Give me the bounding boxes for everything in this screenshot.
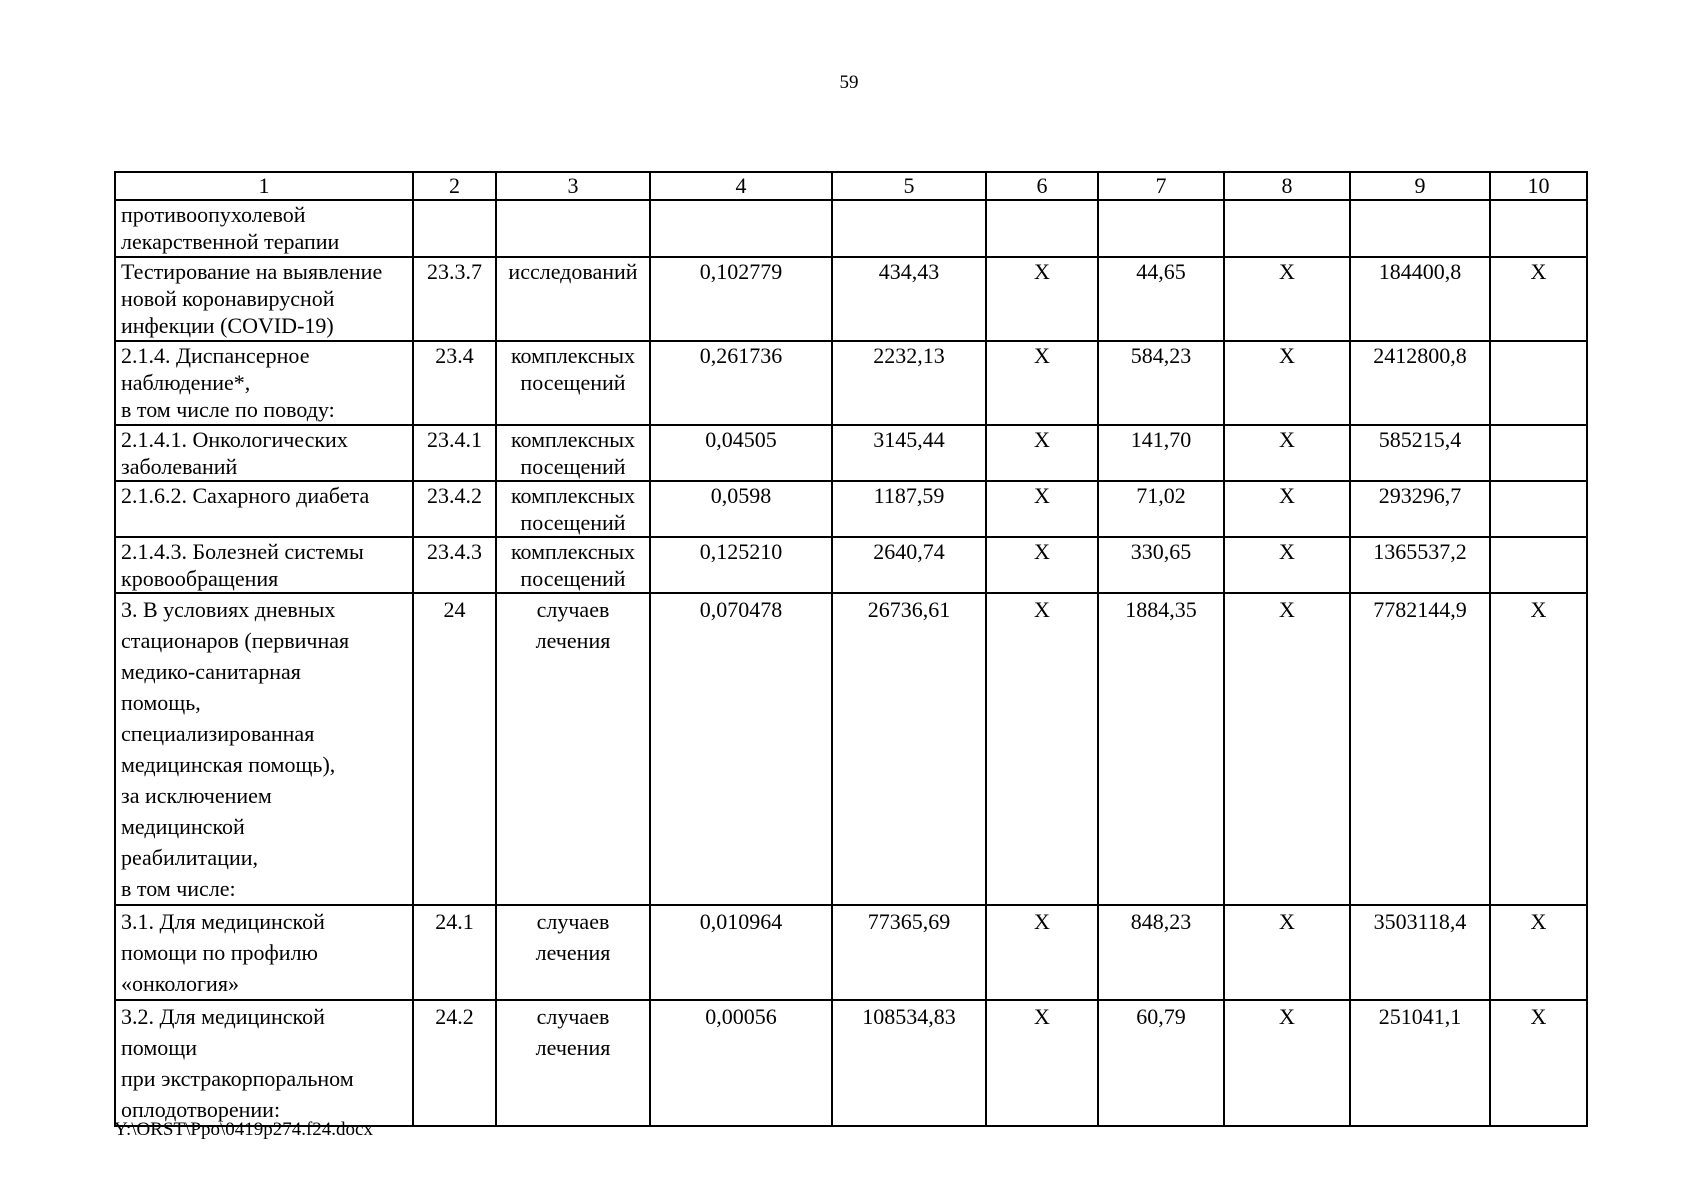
table-row — [115, 593, 1587, 905]
row-name-cell-line: в том числе: — [121, 876, 236, 901]
row-code-cell: 23.4.2 — [413, 481, 496, 537]
row-name-cell — [115, 257, 413, 341]
column-header: 5 — [832, 172, 986, 200]
row-name-cell — [115, 593, 413, 905]
page-number: 59 — [839, 72, 859, 93]
row-name-cell-line: помощи по профилю — [121, 940, 318, 965]
row-name-cell-line: инфекции (COVID-19) — [121, 313, 334, 338]
row-col9-cell: 1365537,2 — [1350, 537, 1490, 593]
column-header: 3 — [496, 172, 650, 200]
row-name-cell-line: 2.1.4. Диспансерное — [121, 343, 310, 368]
row-name-cell-line: медико-санитарная — [121, 659, 301, 684]
row-name-cell-line: кровообращения — [121, 566, 279, 591]
row-unit-cell-line: лечения — [535, 1035, 611, 1060]
row-unit-cell-line: комплексных — [510, 427, 636, 452]
row-col6-cell: Х — [986, 537, 1098, 593]
row-col9-cell: 184400,8 — [1350, 257, 1490, 341]
row-name-cell-line: новой коронавирусной — [121, 286, 335, 311]
table-row — [115, 537, 1587, 593]
table-row — [115, 341, 1587, 425]
row-col6-cell: Х — [986, 1000, 1098, 1126]
row-name-cell — [115, 481, 413, 537]
row-unit-cell — [496, 341, 650, 425]
row-name-cell-line: лекарственной терапии — [121, 229, 340, 254]
row-unit-cell-line: случаев — [536, 909, 610, 934]
row-unit-cell — [496, 593, 650, 905]
row-code-cell: 24.2 — [413, 1000, 496, 1126]
row-col6-cell: Х — [986, 593, 1098, 905]
row-name-cell-line: наблюдение*, — [121, 370, 251, 395]
row-unit-cell-line: комплексных — [510, 539, 636, 564]
table-row — [115, 425, 1587, 481]
row-col10-cell: Х — [1490, 257, 1587, 341]
row-col4-cell: 0,04505 — [650, 425, 832, 481]
row-col10-cell — [1490, 425, 1587, 481]
row-col7-cell: 71,02 — [1098, 481, 1224, 537]
row-col7-cell: 44,65 — [1098, 257, 1224, 341]
row-col8-cell: Х — [1224, 481, 1350, 537]
row-unit-cell — [496, 257, 650, 341]
row-name-cell-line: 3.2. Для медицинской — [121, 1004, 325, 1029]
row-col5-cell: 108534,83 — [832, 1000, 986, 1126]
row-col5-cell: 1187,59 — [832, 481, 986, 537]
row-name-cell-line: 2.1.6.2. Сахарного диабета — [121, 483, 370, 508]
row-col4-cell: 0,0598 — [650, 481, 832, 537]
row-unit-cell — [496, 905, 650, 1000]
row-name-cell-line: оплодотворении: — [121, 1097, 281, 1122]
row-name-cell-line: стационаров (первичная — [121, 628, 350, 653]
row-col7-cell: 330,65 — [1098, 537, 1224, 593]
row-name-cell-line: 2.1.4.1. Онкологических — [121, 427, 348, 452]
row-unit-cell — [496, 425, 650, 481]
row-col5-cell: 434,43 — [832, 257, 986, 341]
row-name-cell-line: при экстракорпоральном — [121, 1066, 354, 1091]
table-body — [115, 172, 1587, 1126]
row-col4-cell: 0,070478 — [650, 593, 832, 905]
row-col9-cell: 3503118,4 — [1350, 905, 1490, 1000]
row-col9-cell: 2412800,8 — [1350, 341, 1490, 425]
table-row — [115, 1000, 1587, 1126]
row-col10-cell — [1490, 481, 1587, 537]
row-name-cell-line: реабилитации, — [121, 845, 258, 870]
row-name-cell — [115, 425, 413, 481]
row-name-cell-line: заболеваний — [121, 454, 238, 479]
row-unit-cell-line: лечения — [535, 940, 611, 965]
row-unit-cell-line: комплексных — [510, 343, 636, 368]
row-unit-cell-line: лечения — [535, 628, 611, 653]
column-header: 9 — [1350, 172, 1490, 200]
row-col6-cell: Х — [986, 425, 1098, 481]
row-col6-cell: Х — [986, 481, 1098, 537]
row-col9-cell: 585215,4 — [1350, 425, 1490, 481]
row-name-cell-line: в том числе по поводу: — [121, 397, 335, 422]
row-col5-cell: 2232,13 — [832, 341, 986, 425]
row-col10-cell: Х — [1490, 905, 1587, 1000]
row-col8-cell: Х — [1224, 537, 1350, 593]
row-name-cell — [115, 341, 413, 425]
column-header: 10 — [1490, 172, 1587, 200]
row-name-cell-line: помощь, — [121, 690, 201, 715]
row-col4-cell: 0,102779 — [650, 257, 832, 341]
row-col8-cell: Х — [1224, 341, 1350, 425]
row-name-cell-line: медицинская помощь), — [121, 752, 336, 777]
column-header: 7 — [1098, 172, 1224, 200]
row-unit-cell-line: исследований — [508, 259, 638, 284]
row-col4-cell: 0,00056 — [650, 1000, 832, 1126]
row-code-cell: 24 — [413, 593, 496, 905]
row-col9-cell — [1350, 200, 1490, 257]
row-name-cell — [115, 905, 413, 1000]
row-name-cell-line: противоопухолевой — [121, 202, 306, 227]
row-name-cell-line: за исключением — [121, 783, 272, 808]
table-row — [115, 200, 1587, 257]
column-header: 8 — [1224, 172, 1350, 200]
row-code-cell: 23.4 — [413, 341, 496, 425]
row-code-cell — [413, 200, 496, 257]
row-unit-cell — [496, 537, 650, 593]
column-header: 2 — [413, 172, 496, 200]
row-col5-cell: 26736,61 — [832, 593, 986, 905]
row-name-cell-line: специализированная — [121, 721, 315, 746]
row-col7-cell: 848,23 — [1098, 905, 1224, 1000]
table-row — [115, 905, 1587, 1000]
row-col6-cell: Х — [986, 257, 1098, 341]
row-name-cell-line: медицинской — [121, 814, 245, 839]
row-col8-cell: Х — [1224, 257, 1350, 341]
table-header-row — [115, 172, 1587, 200]
row-col9-cell: 293296,7 — [1350, 481, 1490, 537]
row-col5-cell: 2640,74 — [832, 537, 986, 593]
row-col10-cell — [1490, 200, 1587, 257]
row-code-cell: 23.4.1 — [413, 425, 496, 481]
row-name-cell-line: 2.1.4.3. Болезней системы — [121, 539, 364, 564]
row-col10-cell — [1490, 537, 1587, 593]
row-col4-cell: 0,125210 — [650, 537, 832, 593]
row-name-cell-line: 3.1. Для медицинской — [121, 909, 325, 934]
row-col9-cell: 251041,1 — [1350, 1000, 1490, 1126]
row-col10-cell: Х — [1490, 593, 1587, 905]
row-name-cell-line: 3. В условиях дневных — [121, 597, 336, 622]
row-unit-cell — [496, 481, 650, 537]
row-col7-cell — [1098, 200, 1224, 257]
column-header: 6 — [986, 172, 1098, 200]
row-unit-cell — [496, 1000, 650, 1126]
row-code-cell: 24.1 — [413, 905, 496, 1000]
row-unit-cell-line: посещений — [520, 454, 626, 479]
row-unit-cell-line: посещений — [520, 370, 626, 395]
row-col8-cell: Х — [1224, 1000, 1350, 1126]
row-col8-cell: Х — [1224, 905, 1350, 1000]
row-col5-cell: 77365,69 — [832, 905, 986, 1000]
row-col7-cell: 584,23 — [1098, 341, 1224, 425]
row-code-cell: 23.4.3 — [413, 537, 496, 593]
row-col6-cell — [986, 200, 1098, 257]
table-row — [115, 481, 1587, 537]
row-unit-cell-line: случаев — [536, 1004, 610, 1029]
row-unit-cell — [496, 200, 650, 257]
row-unit-cell-line: комплексных — [510, 483, 636, 508]
row-col8-cell — [1224, 200, 1350, 257]
table-row — [115, 257, 1587, 341]
row-col5-cell: 3145,44 — [832, 425, 986, 481]
row-col7-cell: 1884,35 — [1098, 593, 1224, 905]
row-col10-cell — [1490, 341, 1587, 425]
row-name-cell-line: помощи — [121, 1035, 197, 1060]
row-col5-cell — [832, 200, 986, 257]
row-col6-cell: Х — [986, 341, 1098, 425]
row-code-cell: 23.3.7 — [413, 257, 496, 341]
row-col8-cell: Х — [1224, 593, 1350, 905]
footer-file-path: Y:\ORST\Ppo\0419p274.f24.docx — [114, 1119, 373, 1140]
row-name-cell — [115, 537, 413, 593]
column-header: 4 — [650, 172, 832, 200]
row-col10-cell: Х — [1490, 1000, 1587, 1126]
row-unit-cell-line: посещений — [520, 510, 626, 535]
data-table — [114, 171, 1588, 1127]
row-name-cell-line: Тестирование на выявление — [121, 259, 383, 284]
row-unit-cell-line: случаев — [536, 597, 610, 622]
row-col7-cell: 141,70 — [1098, 425, 1224, 481]
row-col8-cell: Х — [1224, 425, 1350, 481]
row-col7-cell: 60,79 — [1098, 1000, 1224, 1126]
row-name-cell-line: «онкология» — [121, 971, 239, 996]
column-header: 1 — [115, 172, 413, 200]
row-col4-cell — [650, 200, 832, 257]
row-name-cell — [115, 200, 413, 257]
row-col6-cell: Х — [986, 905, 1098, 1000]
row-col4-cell: 0,261736 — [650, 341, 832, 425]
row-name-cell — [115, 1000, 413, 1126]
row-col4-cell: 0,010964 — [650, 905, 832, 1000]
row-col9-cell: 7782144,9 — [1350, 593, 1490, 905]
row-unit-cell-line: посещений — [520, 566, 626, 591]
